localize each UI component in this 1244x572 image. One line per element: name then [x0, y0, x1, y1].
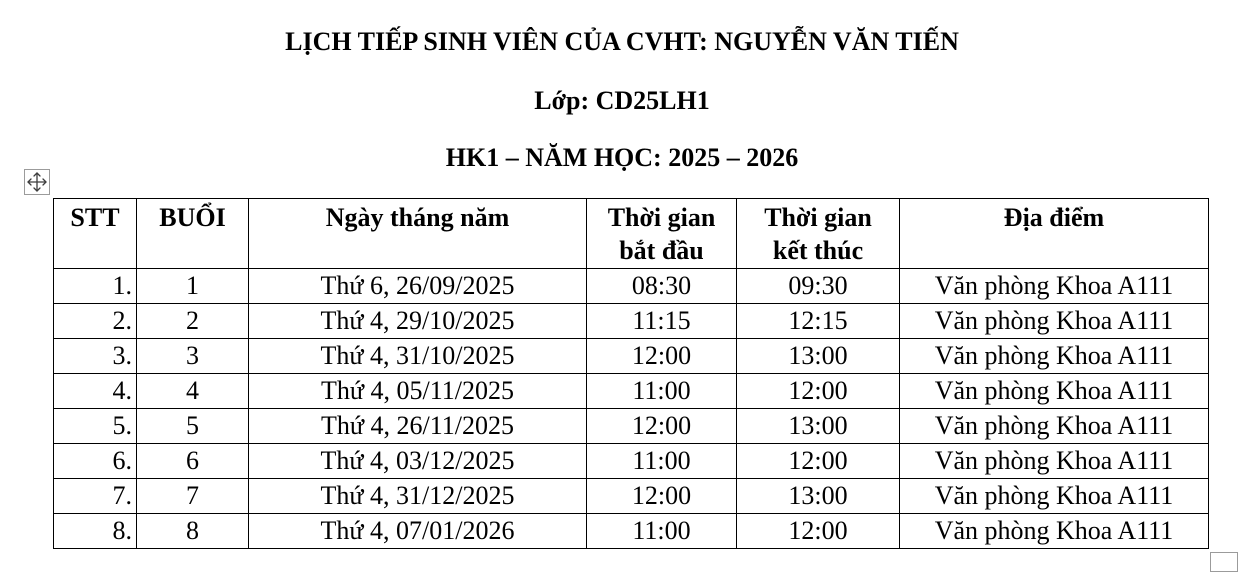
cell-buoi: 6: [137, 444, 249, 479]
cell-end-time: 09:30: [737, 269, 900, 304]
header-start-time: [587, 199, 737, 269]
table-resize-handle-icon[interactable]: [1210, 552, 1238, 572]
cell-place: Văn phòng Khoa A111: [900, 374, 1209, 409]
cell-place: Văn phòng Khoa A111: [900, 304, 1209, 339]
table-row: [54, 339, 1209, 374]
header-buoi: BUỔI: [137, 199, 249, 269]
cell-start-time: 11:00: [587, 514, 737, 549]
header-date: Ngày tháng năm: [249, 199, 587, 269]
table-row: [54, 304, 1209, 339]
cell-start-time: 12:00: [587, 479, 737, 514]
table-row: [54, 444, 1209, 479]
cell-buoi: 2: [137, 304, 249, 339]
cell-buoi: 7: [137, 479, 249, 514]
cell-start-time: 08:30: [587, 269, 737, 304]
cell-date: Thứ 4, 29/10/2025: [249, 304, 587, 339]
cell-start-time: 11:00: [587, 374, 737, 409]
cell-start-time: 11:00: [587, 444, 737, 479]
cell-place: Văn phòng Khoa A111: [900, 409, 1209, 444]
cell-buoi: 5: [137, 409, 249, 444]
table-row: [54, 514, 1209, 549]
cell-buoi: 1: [137, 269, 249, 304]
move-arrows-icon: [25, 170, 49, 194]
cell-stt: 4.: [54, 374, 137, 409]
class-label: Lớp: CD25LH1: [534, 86, 710, 115]
table-move-handle[interactable]: [24, 169, 50, 195]
header-place: Địa điểm: [900, 199, 1209, 269]
cell-place: Văn phòng Khoa A111: [900, 269, 1209, 304]
cell-stt: 3.: [54, 339, 137, 374]
cell-end-time: 12:15: [737, 304, 900, 339]
cell-stt: 2.: [54, 304, 137, 339]
cell-end-time: 12:00: [737, 444, 900, 479]
header-start-line2: bắt đầu: [619, 236, 704, 265]
cell-stt: 5.: [54, 409, 137, 444]
term-label: HK1 – NĂM HỌC: 2025 – 2026: [445, 143, 799, 172]
schedule-table: [53, 198, 1209, 549]
cell-stt: 1.: [54, 269, 137, 304]
cell-end-time: 13:00: [737, 479, 900, 514]
cell-date: Thứ 4, 07/01/2026: [249, 514, 587, 549]
table-row: [54, 374, 1209, 409]
cell-buoi: 4: [137, 374, 249, 409]
table-row: [54, 269, 1209, 304]
cell-buoi: 8: [137, 514, 249, 549]
table-row: [54, 479, 1209, 514]
cell-place: Văn phòng Khoa A111: [900, 479, 1209, 514]
cell-end-time: 13:00: [737, 409, 900, 444]
cell-end-time: 12:00: [737, 374, 900, 409]
cell-stt: 8.: [54, 514, 137, 549]
cell-date: Thứ 4, 31/10/2025: [249, 339, 587, 374]
cell-date: Thứ 6, 26/09/2025: [249, 269, 587, 304]
table-header-row: [54, 199, 1209, 269]
cell-date: Thứ 4, 31/12/2025: [249, 479, 587, 514]
table-row: [54, 409, 1209, 444]
document-title: LỊCH TIẾP SINH VIÊN CỦA CVHT: NGUYỄN VĂN TIẾN: [285, 27, 959, 56]
cell-end-time: 13:00: [737, 339, 900, 374]
header-end-line1: Thời gian: [764, 203, 872, 232]
cell-date: Thứ 4, 26/11/2025: [249, 409, 587, 444]
cell-place: Văn phòng Khoa A111: [900, 339, 1209, 374]
cell-stt: 6.: [54, 444, 137, 479]
header-end-time: [737, 199, 900, 269]
header-start-line1: Thời gian: [607, 203, 716, 232]
cell-end-time: 12:00: [737, 514, 900, 549]
cell-start-time: 12:00: [587, 409, 737, 444]
cell-date: Thứ 4, 05/11/2025: [249, 374, 587, 409]
header-stt: STT: [54, 199, 137, 269]
cell-place: Văn phòng Khoa A111: [900, 444, 1209, 479]
cell-start-time: 11:15: [587, 304, 737, 339]
cell-buoi: 3: [137, 339, 249, 374]
cell-date: Thứ 4, 03/12/2025: [249, 444, 587, 479]
cell-stt: 7.: [54, 479, 137, 514]
cell-start-time: 12:00: [587, 339, 737, 374]
header-end-line2: kết thúc: [772, 236, 864, 265]
cell-place: Văn phòng Khoa A111: [900, 514, 1209, 549]
